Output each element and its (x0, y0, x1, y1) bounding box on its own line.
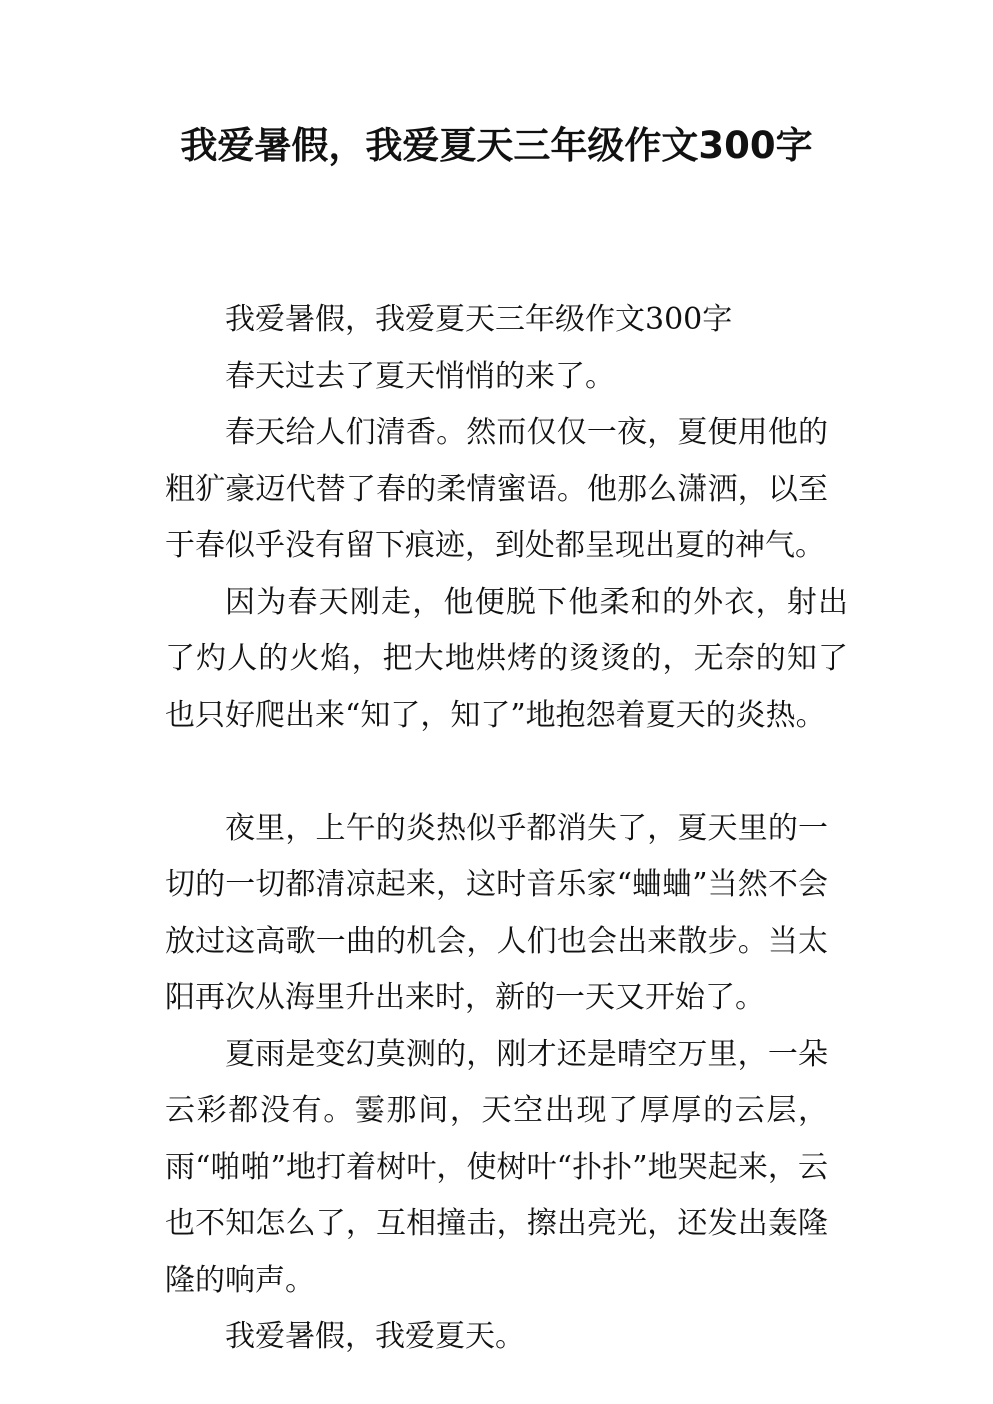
paragraph: 春天给人们清香。然而仅仅一夜，夏便用他的粗犷豪迈代替了春的柔情蜜语。他那么潇洒，以至于春似乎没有留下痕迹，到处都呈现出夏的神气。 (165, 415, 828, 563)
paragraph: 春天过去了夏天悄悄的来了。 (225, 358, 615, 394)
paragraph: 我爱暑假，我爱夏天三年级作文300字 (225, 302, 733, 337)
document-title: 我爱暑假，我爱夏天三年级作文300字 (180, 124, 813, 167)
paragraph: 因为春天刚走，他便脱下他柔和的外衣，射出了灼人的火焰，把大地烘烤的烫烫的，无奈的知了也只好爬出来“知了，知了”地抱怨着夏天的炎热。 (165, 584, 848, 733)
blank-line (165, 744, 828, 801)
paragraph: 夜里，上午的炎热似乎都消失了，夏天里的一切的一切都清凉起来，这时音乐家“蛐蛐”当然不会放过这高歌一曲的机会，人们也会出来散步。当太阳再次从海里升出来时，新的一天又开始了。 (165, 810, 828, 1015)
paragraph: 我爱暑假，我爱夏天。 (225, 1319, 525, 1354)
paragraph: 夏雨是变幻莫测的，刚才还是晴空万里，一朵云彩都没有。霎那间，天空出现了厚厚的云层，雨“啪啪”地打着树叶，使树叶“扑扑”地哭起来，云也不知怎么了，互相撞击，擦出亮光，还发出轰隆隆的响声。 (165, 1036, 828, 1298)
document-body (165, 292, 848, 1366)
